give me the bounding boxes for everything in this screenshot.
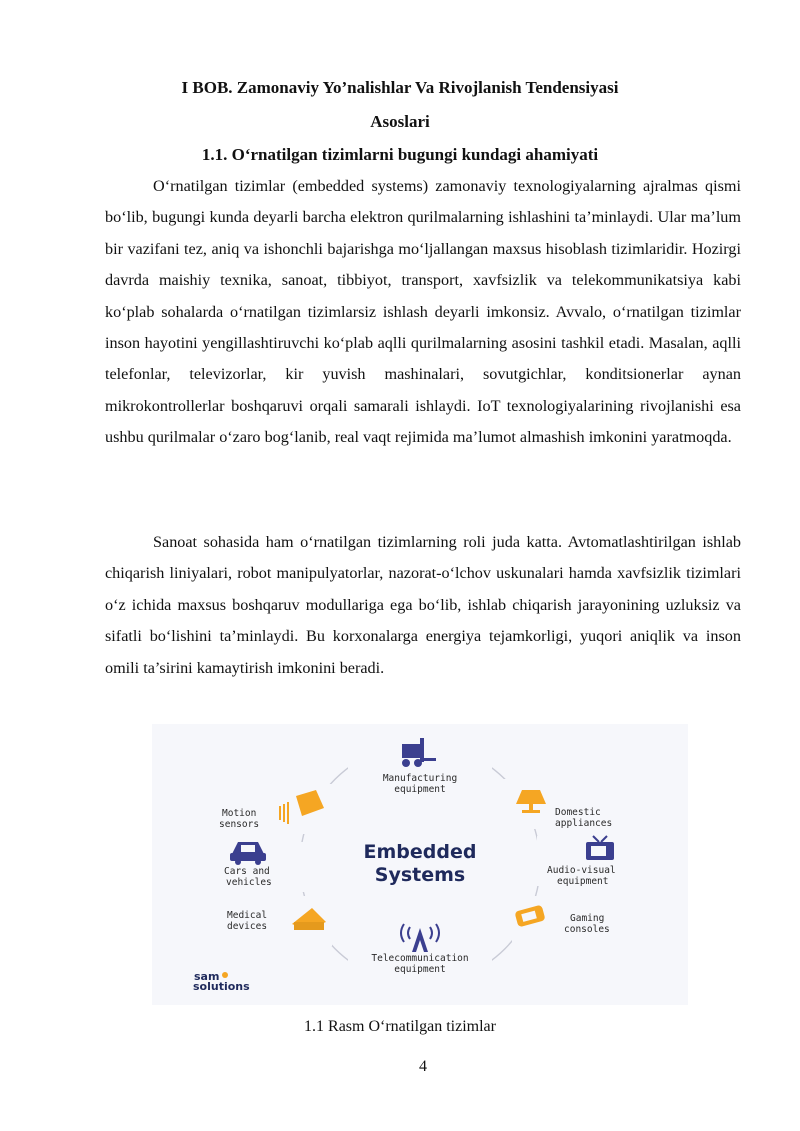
label-telecom-1: Telecommunication	[371, 953, 469, 964]
figure-caption: 1.1 Rasm O‘rnatilgan tizimlar	[304, 1018, 496, 1035]
svg-text:sam: sam	[194, 970, 220, 983]
chapter-title-line2: Asoslari	[370, 112, 430, 131]
section-title: 1.1. O‘rnatilgan tizimlarni bugungi kundagi ahamiyati	[201, 145, 599, 164]
label-motion-1: Motion	[222, 808, 257, 819]
label-domestic-2: appliances	[555, 818, 613, 829]
label-telecom-2: equipment	[394, 964, 446, 975]
label-gaming-1: Gaming	[570, 913, 605, 924]
embedded-systems-diagram	[152, 724, 688, 1005]
label-manufacturing-2: equipment	[394, 784, 446, 795]
label-medical-2: devices	[227, 921, 268, 932]
paragraph-2: Sanoat sohasida ham o‘rnatilgan tizimlarning roli juda katta. Avtomatlashtirilgan ishlab chiqarish liniyalari, robot manipulyatorlar, nazorat-o‘lchov uskunalari hamda xavfsizlik tizimlari o‘z ichida maxsus boshqaruv modullariga ega bo‘lib, ishlab chiqarish jarayonining uzluksiz va sifatli bo‘lishini ta’minlaydi. Bu korxonalarga energiya tejamkorligi, yuqori aniqlik va inson omili ta’sirini kamaytirish imkonini beradi.	[105, 533, 741, 677]
chapter-title-line1: I BOB. Zamonaviy Yo’nalishlar Va Rivojlanish Tendensiyasi	[181, 78, 619, 97]
center-title-line2: Systems	[374, 864, 466, 886]
page-number: 4	[419, 1058, 427, 1075]
paragraph-1: O‘rnatilgan tizimlar (embedded systems) zamonaviy texnologiyalarning ajralmas qismi bo‘lib, bugungi kunda deyarli barcha elektron qurilmalarning ishlashini ta’minlaydi. Ular ma’lum bir vazifani tez, aniq va ishonchli bajarishga mo‘ljallangan maxsus hisoblash tizimlaridir. Hozirgi davrda maishiy texnika, sanoat, tibbiyot, transport, xavfsizlik va telekommunikatsiya kabi ko‘plab sohalarda o‘rnatilgan tizimlarsiz ishlash deyarli imkonsiz. Avvalo, o‘rnatilgan tizimlar inson hayotini yengillashtiruvchi ko‘plab aqlli qurilmalarning asosini tashkil etadi. Masalan, aqlli telefonlar, televizorlar, kir yuvish mashinalari, sovutgichlar, konditsionerlar aynan mikrokontrollerlar boshqaruvi orqali samarali ishlaydi. IoT texnologiyalarining rivojlanishi esa ushbu qurilmalar o‘zaro bog‘lanib, real vaqt rejimida ma’lumot almashish imkonini yaratmoqda.	[105, 177, 741, 447]
label-gaming-2: consoles	[564, 924, 610, 935]
svg-text:solutions: solutions	[193, 980, 250, 993]
label-cars-2: vehicles	[226, 877, 272, 888]
label-motion-2: sensors	[219, 819, 260, 830]
label-domestic-1: Domestic	[555, 807, 601, 818]
embedded-systems-figure	[152, 724, 688, 1005]
label-manufacturing-1: Manufacturing	[382, 773, 458, 784]
label-cars-1: Cars and	[224, 866, 270, 877]
center-title-line1: Embedded	[363, 841, 477, 863]
sam-solutions-logo	[193, 970, 250, 993]
label-audio-1: Audio-visual	[547, 865, 616, 876]
label-medical-1: Medical	[227, 910, 268, 921]
label-audio-2: equipment	[557, 876, 609, 887]
